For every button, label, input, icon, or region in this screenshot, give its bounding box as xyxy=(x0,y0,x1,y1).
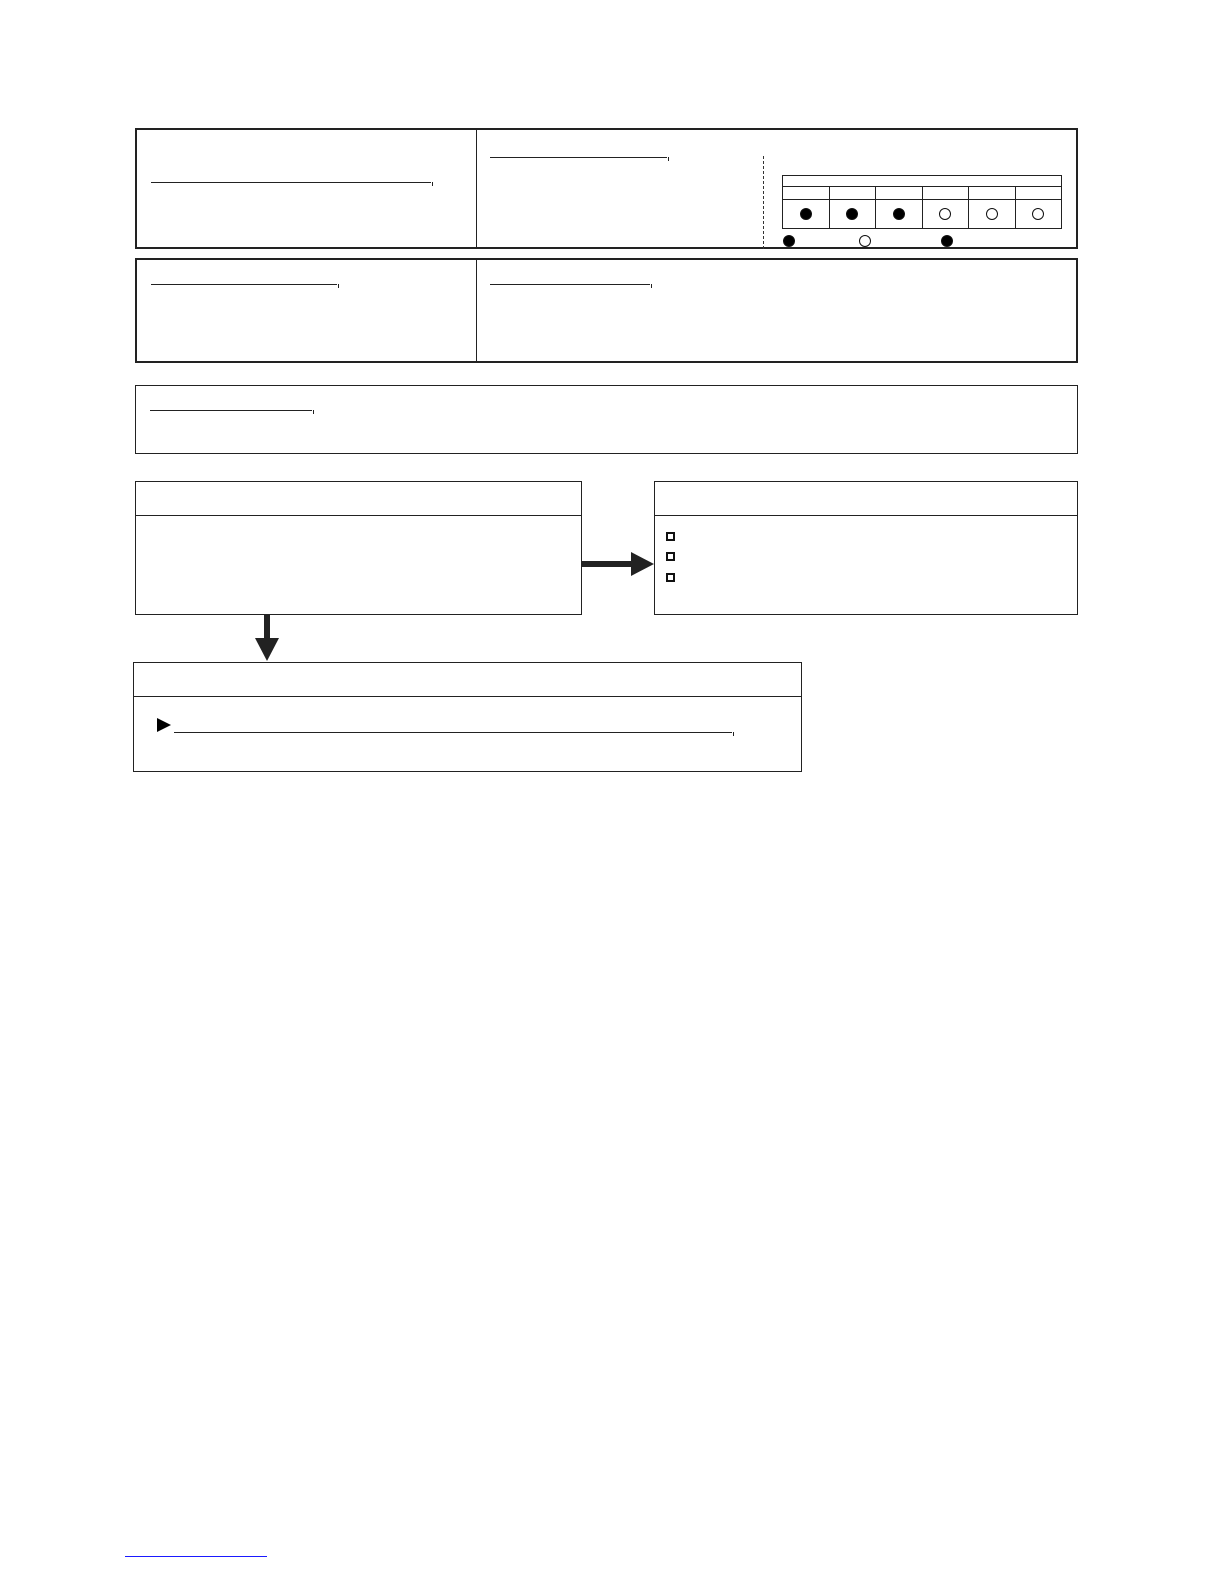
result-line-underline xyxy=(174,732,732,733)
wide-heading-underline xyxy=(150,410,312,411)
legend-blinking-icon xyxy=(941,235,953,247)
top-section-box xyxy=(135,128,1078,249)
checkbox-square-icon xyxy=(666,552,675,561)
led-indicator-table xyxy=(782,175,1062,229)
result-box-title xyxy=(134,663,801,697)
led-unlit-icon xyxy=(1032,208,1044,220)
right-arrow-icon xyxy=(581,550,657,580)
led-table-title-row xyxy=(783,176,1062,187)
middle-left-heading-underline xyxy=(151,284,337,285)
middle-section-box xyxy=(135,258,1078,363)
top-section-divider xyxy=(476,130,477,247)
led-table-label-row xyxy=(783,187,1062,200)
check-box xyxy=(654,481,1078,615)
middle-section-divider xyxy=(476,260,477,361)
led-lit-icon xyxy=(893,208,905,220)
led-column-label xyxy=(922,187,969,200)
legend-unlit-icon xyxy=(859,235,871,247)
footer-link[interactable] xyxy=(125,1556,267,1557)
led-unlit-icon xyxy=(939,208,951,220)
checkbox-square-icon xyxy=(666,573,675,582)
check-box-title xyxy=(655,482,1077,516)
triangle-bullet-icon xyxy=(156,717,172,733)
wide-section-box xyxy=(135,385,1078,454)
led-lit-icon xyxy=(800,208,812,220)
led-unlit-icon xyxy=(986,208,998,220)
top-right-heading-underline xyxy=(490,157,667,158)
checkbox-square-icon xyxy=(666,532,675,541)
middle-right-heading-underline xyxy=(490,284,650,285)
led-column-label xyxy=(1015,187,1062,200)
led-lit-icon xyxy=(846,208,858,220)
led-column-label xyxy=(969,187,1016,200)
step-box-title xyxy=(136,482,581,516)
down-arrow-icon xyxy=(252,614,282,664)
led-column-label xyxy=(829,187,876,200)
indicator-dashed-divider xyxy=(763,156,764,249)
step-box xyxy=(135,481,582,615)
led-column-label xyxy=(783,187,830,200)
led-table-state-row xyxy=(783,200,1062,229)
top-left-heading-underline xyxy=(151,182,431,183)
led-column-label xyxy=(876,187,923,200)
result-box xyxy=(133,662,802,772)
legend-lit-icon xyxy=(783,235,795,247)
